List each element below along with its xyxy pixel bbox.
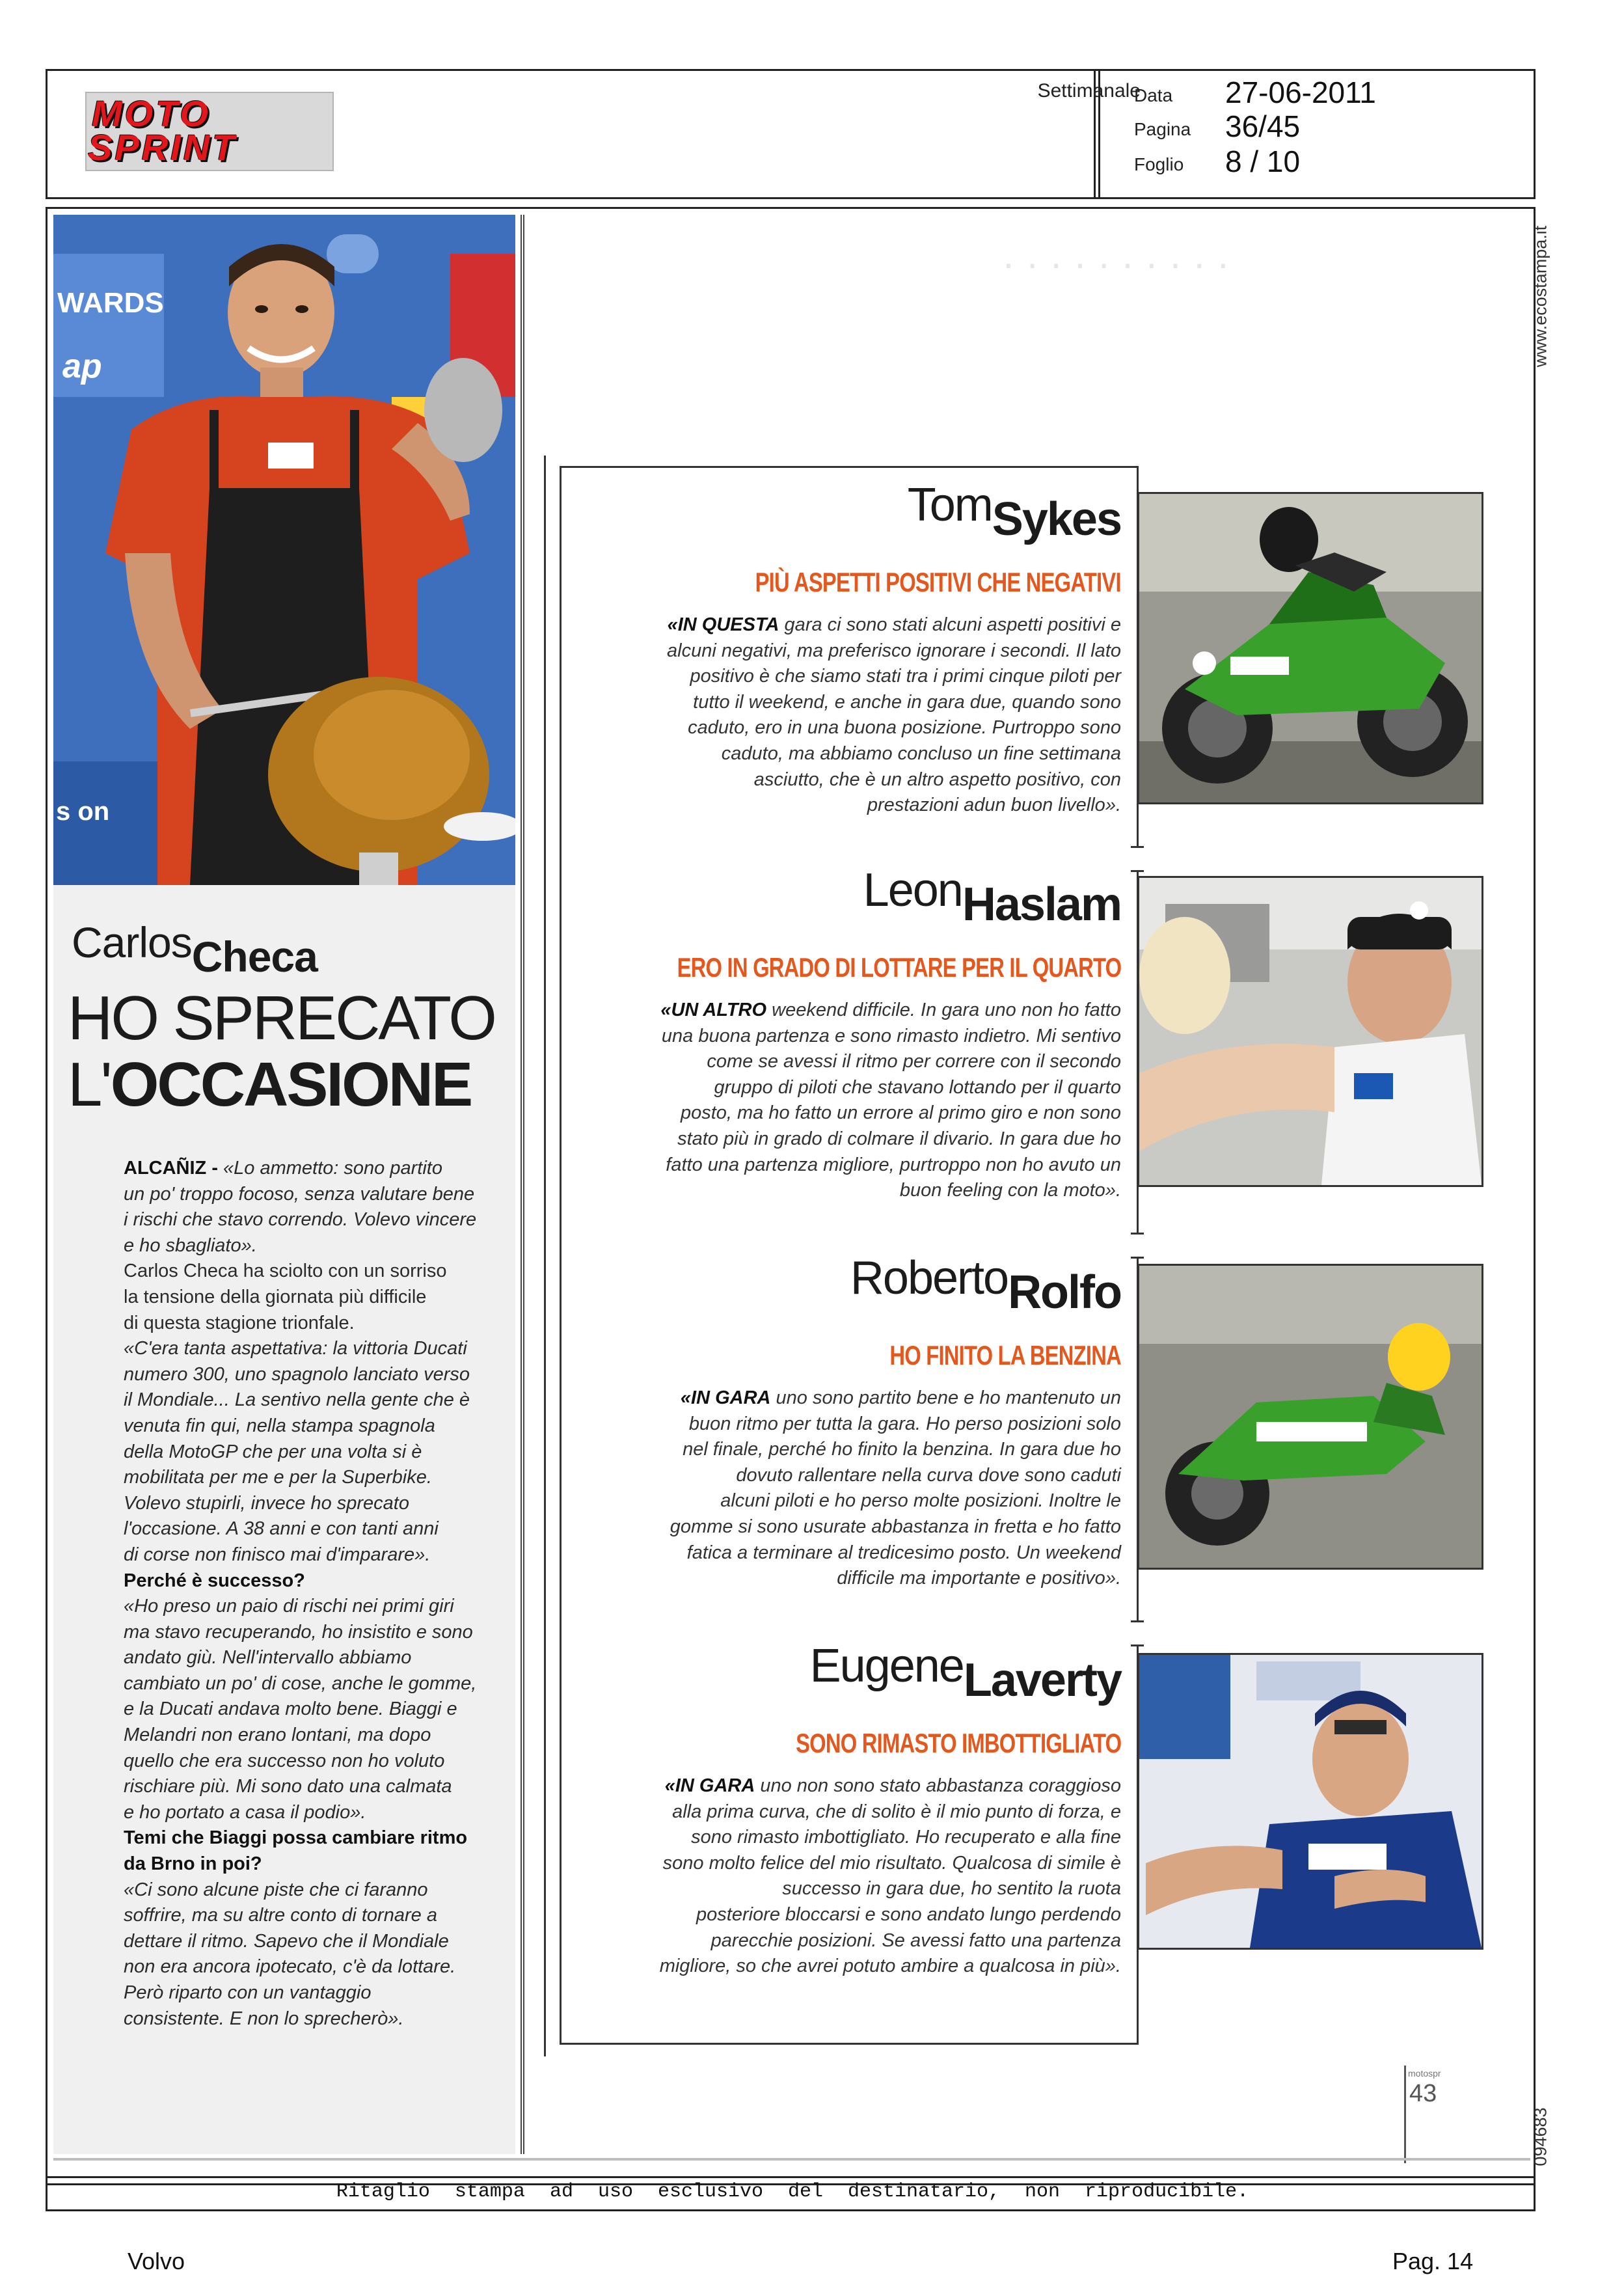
checa-text-line [124,1697,514,1723]
rider-quote-text: buon feeling con la moto». [899,1180,1121,1201]
checa-text-italic: un po' troppo focoso, senza valutare bene [124,1183,475,1205]
rider-quote-text: alla prima curva, che di solito è il mio punto di forza, e [672,1801,1121,1822]
checa-text-regular: di questa stagione trionfale. [124,1312,355,1333]
page-brand: motospr [1408,2068,1441,2079]
checa-text-line [124,1233,514,1259]
rider-last-name: Rolfo [1008,1266,1121,1318]
checa-text-line [124,1362,514,1388]
checa-text-italic: Però riparto con un vantaggio [124,1982,372,2003]
checa-text-line [124,1980,514,2006]
checa-text-regular: Carlos Checa ha sciolto con un sorriso [124,1261,447,1282]
rider-quote [614,1773,1121,1980]
rider-quote-text: fatto una partenza migliore, purtroppo non ho avuto un [666,1154,1121,1175]
rider-headline: PIÙ ASPETTI POSITIVI CHE NEGATIVI [755,567,1121,597]
rider-quote-line [614,1902,1121,1928]
client-name: Volvo [128,2248,185,2274]
page-label: Pagina [1134,119,1191,139]
checa-text-line [124,1671,514,1697]
checa-text-line [124,1851,514,1877]
rider-quote-text: parecchie posizioni. Se avessi fatto una partenza [710,1930,1121,1951]
checa-text-line [124,1387,514,1413]
checa-text-italic: i rischi che stavo correndo. Volevo vincere [124,1209,477,1231]
checa-text-line [124,1877,514,1904]
logo-line-1: MOTO [92,93,211,134]
rider-quote-line [614,664,1121,690]
rolfo-illustration [1139,1266,1482,1568]
checa-text-line [124,1336,514,1362]
rider-quote-lead: «IN GARA [664,1775,755,1796]
rider-headline: SONO RIMASTO IMBOTTIGLIATO [795,1728,1121,1758]
checa-text-line [124,1259,514,1285]
checa-text-regular: la tensione della giornata più difficile [124,1286,427,1307]
rider-name [809,1639,1121,1706]
checa-text-italic: andato giù. Nell'intervallo abbiamo [124,1647,412,1669]
checa-text-italic: «Lo ammetto: sono partito [223,1158,442,1179]
rider-quote-text: caduto, ma abbiamo concluso un fine settimana [721,743,1121,764]
rider-first-name: Eugene [809,1640,964,1692]
rider-quote-line [614,1928,1121,1954]
checa-text-line [124,1311,514,1337]
checa-illustration [53,215,515,885]
photo-notch [1131,846,1144,872]
checa-text-italic: ma stavo recuperando, ho insistito e sono [124,1621,473,1643]
rider-quote-line [614,1412,1121,1438]
rider-quote-text: difficile ma importante e positivo». [837,1568,1121,1589]
date-value: 27-06-2011 [1225,75,1376,109]
rider-quote-text: gara ci sono stati alcuni aspetti positivi e [779,614,1121,635]
rider-quote-lead: «UN ALTRO [660,1000,767,1020]
rider-quote-text: weekend difficile. In gara uno non ho fatto [766,1000,1121,1020]
sykes-illustration [1139,494,1482,802]
checa-text-line [124,1542,514,1568]
photo-notch [1131,1620,1144,1646]
rider-quote-text: una buona partenza e sono rimasto indietro. Mi sentivo [661,1025,1121,1046]
checa-text-italic: «Ci sono alcune piste che ci faranno [124,1879,428,1900]
rider-quote-lead: «IN QUESTA [667,614,779,635]
checa-text-line [124,1182,514,1208]
checa-text-line [124,1491,514,1517]
rider-quote-text: buon ritmo per tutta la gara. Ho perso posizioni solo [688,1413,1121,1434]
checa-text-italic: quello che era successo non ho voluto [124,1750,445,1771]
checa-text-bold: Perché è successo? [124,1570,305,1591]
column-rule [521,215,524,2154]
checa-text-italic: di corse non finisco mai d'imparare». [124,1544,431,1565]
checa-text-line [124,1156,514,1182]
rider-quote-text: gruppo di piloti che stavano lottando per il quarto [714,1076,1121,1098]
rider-quote-line [614,1100,1121,1126]
sign-s-on: s on [56,797,110,826]
checa-text-bold: Temi che Biaggi possa cambiare ritmo [124,1827,468,1849]
rider-quote-line [614,1773,1121,1799]
rider-last-name: Haslam [962,879,1121,931]
rider-quote-line [614,638,1121,664]
magazine-page-number: 43 [1409,2080,1437,2107]
rider-quote-text: sono molto felice del mio risultato. Qualcosa di simile è [662,1852,1121,1874]
riders-panel [560,466,1139,2045]
rider-quote-line [614,1178,1121,1204]
rider-quote-line [614,1954,1121,1980]
checa-text-line [124,1774,514,1800]
rider-quote-line [614,1463,1121,1489]
checa-headline-2-prefix: L' [68,1050,111,1119]
rider-quote-line [614,1049,1121,1075]
rider-quote-line [614,1851,1121,1877]
checa-text-italic: consistente. E non lo sprecherò». [124,2008,404,2029]
checa-text-line [124,1800,514,1826]
rider-first-name: Tom [907,479,992,531]
sheet-value: 8 / 10 [1225,144,1301,178]
rider-quote-line [614,1385,1121,1412]
checa-text-line [124,1285,514,1311]
laverty-illustration [1139,1655,1482,1948]
sykes-photo [1137,492,1483,804]
checa-text-line [124,1645,514,1671]
rolfo-photo [1137,1264,1483,1570]
rider-quote-line [614,741,1121,767]
checa-text-line [124,1723,514,1749]
rider-quote-text: uno non sono stato abbastanza coraggioso [755,1775,1121,1796]
rider-quote-text: stato più in grado di colmare il divario. In gara due ho [677,1128,1121,1149]
checa-text-italic: numero 300, uno spagnolo lanciato verso [124,1363,470,1385]
checa-text-italic: «C'era tanta aspettativa: la vittoria Ducati [124,1338,467,1359]
rider-quote [614,1385,1121,1592]
rider-quote-line [614,1566,1121,1592]
rider-first-name: Roberto [850,1252,1008,1304]
rider-quote-line [614,1437,1121,1463]
photo-notch [1131,1233,1144,1259]
rider-quote-line [614,998,1121,1024]
rider-quote-text: migliore, so che avrei potuto ambire a qualcosa in più». [659,1956,1121,1977]
rider-quote-text: successo in gara due, ho sentito la ruota [782,1878,1121,1900]
checa-headline-1: HO SPRECATO [68,983,495,1053]
sign-wards: WARDS [57,287,164,319]
checa-text-italic: e la Ducati andava molto bene. Biaggi e [124,1699,457,1720]
rider-quote-text: posto, ma ho fatto un errore al primo giro e non sono [680,1102,1121,1124]
checa-first-name: Carlos [72,918,192,966]
checa-name [72,918,501,981]
checa-article-text [124,1156,514,2032]
checa-photo [53,215,515,885]
rider-quote-line [614,1488,1121,1514]
side-url-text: www.ecostampa.it [1530,225,1550,368]
rider-name [850,1251,1121,1318]
rider-quote-text: sono rimasto imbottigliato. Ho recuperato e alla fine [691,1827,1121,1848]
rider-quote-line [614,1514,1121,1540]
laverty-photo [1137,1653,1483,1950]
reproduction-note: Ritaglio stampa ad uso esclusivo del destinatario, non riproducibile. [336,2181,1249,2203]
rider-quote-line [614,1024,1121,1050]
frequency-label: Settimanale [1037,80,1141,102]
page-value: 36/45 [1225,109,1301,143]
header-box [46,69,1536,199]
checa-text-line [124,1749,514,1775]
checa-text-italic: dettare il ritmo. Sapevo che il Mondiale [124,1930,449,1952]
checa-text-italic: «Ho preso un paio di rischi nei primi giri [124,1596,454,1617]
rider-quote-line [614,612,1121,638]
checa-text-italic: l'occasione. A 38 anni e con tanti anni [124,1518,439,1540]
checa-text-italic: e ho portato a casa il podio». [124,1801,366,1823]
haslam-illustration [1139,878,1482,1185]
rider-quote-text: uno sono partito bene e ho mantenuto un [770,1387,1121,1408]
rider-quote-line [614,690,1121,716]
rider-quote-text: positivo è che siamo stati tra i primi cinque piloti per [690,666,1121,687]
checa-text-italic: soffrire, ma su altre conto di tornare a [124,1905,437,1926]
checa-text-italic: mobilitata per me e per la Superbike. [124,1467,432,1488]
bottom-rule [53,2158,1530,2161]
rider-quote-line [614,1799,1121,1825]
rider-quote-line [614,1075,1121,1101]
checa-text-line [124,1413,514,1440]
sheet-label: Foglio [1134,154,1184,174]
rider-last-name: Laverty [963,1654,1121,1706]
rider-name [863,864,1121,931]
rider-quote-text: nel finale, perché ho finito la benzina. In gara due ho [683,1439,1121,1460]
rider-quote-text: fatica a terminare al tredicesimo posto. Un weekend [686,1542,1121,1563]
sign-ap: ap [62,348,102,385]
rider-quote-text: come se avessi il ritmo per correre con il secondo [707,1051,1121,1072]
checa-text-italic: Volevo stupirli, invece ho sprecato [124,1492,409,1514]
checa-text-line [124,1465,514,1491]
checa-text-line [124,1207,514,1233]
checa-text-italic: venuta fin qui, nella stampa spagnola [124,1415,435,1436]
checa-text-bold: ALCAÑIZ - [124,1158,224,1179]
side-code [1528,2102,1554,2174]
rider-quote-text: posteriore bloccarsi e sono andato lungo perdendo [696,1904,1121,1925]
checa-headline-2 [68,1049,471,1121]
rider-quote-text: prestazioni adun buon livello». [867,795,1121,816]
checa-text-italic: non era ancora ipotecato, c'è da lottare. [124,1956,456,1978]
checa-text-bold: da Brno in poi? [124,1853,262,1875]
rider-quote-line [614,1876,1121,1902]
checa-text-line [124,1594,514,1620]
rider-name [907,478,1121,545]
checa-text-italic: e ho sbagliato». [124,1235,257,1256]
header-divider [1094,69,1100,199]
checa-text-italic: Melandri non erano lontani, ma dopo [124,1725,431,1746]
rider-quote-line [614,1126,1121,1153]
clipping-page-number: Pag. 14 [1392,2248,1474,2274]
side-code-text: 094683 [1530,2107,1550,2166]
ghost-text: · · · · · · · · · · [1002,241,1230,285]
checa-text-line [124,2006,514,2032]
rider-quote-text: asciutto, che è un altro aspetto positivo, con [753,769,1121,790]
rider-quote-text: dovuto rallentare nella curva dove sono caduti [736,1464,1121,1486]
checa-text-line [124,1440,514,1466]
rider-headline: ERO IN GRADO DI LOTTARE PER IL QUARTO [677,952,1121,983]
rider-quote [614,998,1121,1204]
date-label: Data [1134,85,1173,105]
rider-quote-text: caduto, ero in una buona posizione. Purtroppo sono [688,717,1121,739]
rider-quote-text: alcuni negativi, ma preferisco ignorare i secondi. Il lato [667,640,1121,661]
checa-text-italic: cambiato un po' di cose, anche le gomme, [124,1672,477,1694]
rider-last-name: Sykes [992,493,1121,545]
checa-text-italic: il Mondiale... La sentivo nella gente che è [124,1389,470,1411]
checa-text-line [124,1568,514,1594]
rider-quote-line [614,793,1121,819]
moto-sprint-logo [85,92,334,171]
rider-first-name: Leon [863,864,962,916]
haslam-photo [1137,876,1483,1187]
rider-quote-line [614,1825,1121,1851]
rider-quote-line [614,715,1121,741]
rider-quote-text: tutto il weekend, e anche in gara due, quando sono [693,691,1121,713]
checa-text-italic: rischiare più. Mi sono dato una calmata [124,1776,452,1797]
rider-quote-line [614,1153,1121,1179]
rider-quote-text: gomme si sono usurate abbastanza in fretta e ho fatto [670,1516,1121,1537]
rider-quote-line [614,1540,1121,1566]
panel-side-rule [544,456,560,2056]
side-url [1528,215,1554,384]
checa-text-line [124,1903,514,1929]
footer-strip [46,2176,1536,2211]
checa-last-name: Checa [191,933,318,981]
checa-text-line [124,1620,514,1646]
checa-text-line [124,1954,514,1980]
checa-text-italic: della MotoGP che per una volta si è [124,1441,422,1462]
rider-quote [614,612,1121,819]
rider-headline: HO FINITO LA BENZINA [889,1340,1121,1371]
rider-quote-lead: «IN GARA [680,1387,771,1408]
rider-quote-line [614,767,1121,793]
checa-text-line [124,1929,514,1955]
checa-text-line [124,1825,514,1851]
checa-headline-2-bold: OCCASIONE [110,1050,472,1119]
rider-quote-text: alcuni piloti e ho perso molte posizioni. Inoltre le [720,1490,1121,1512]
logo-line-2: SPRINT [88,127,237,168]
checa-text-line [124,1516,514,1542]
